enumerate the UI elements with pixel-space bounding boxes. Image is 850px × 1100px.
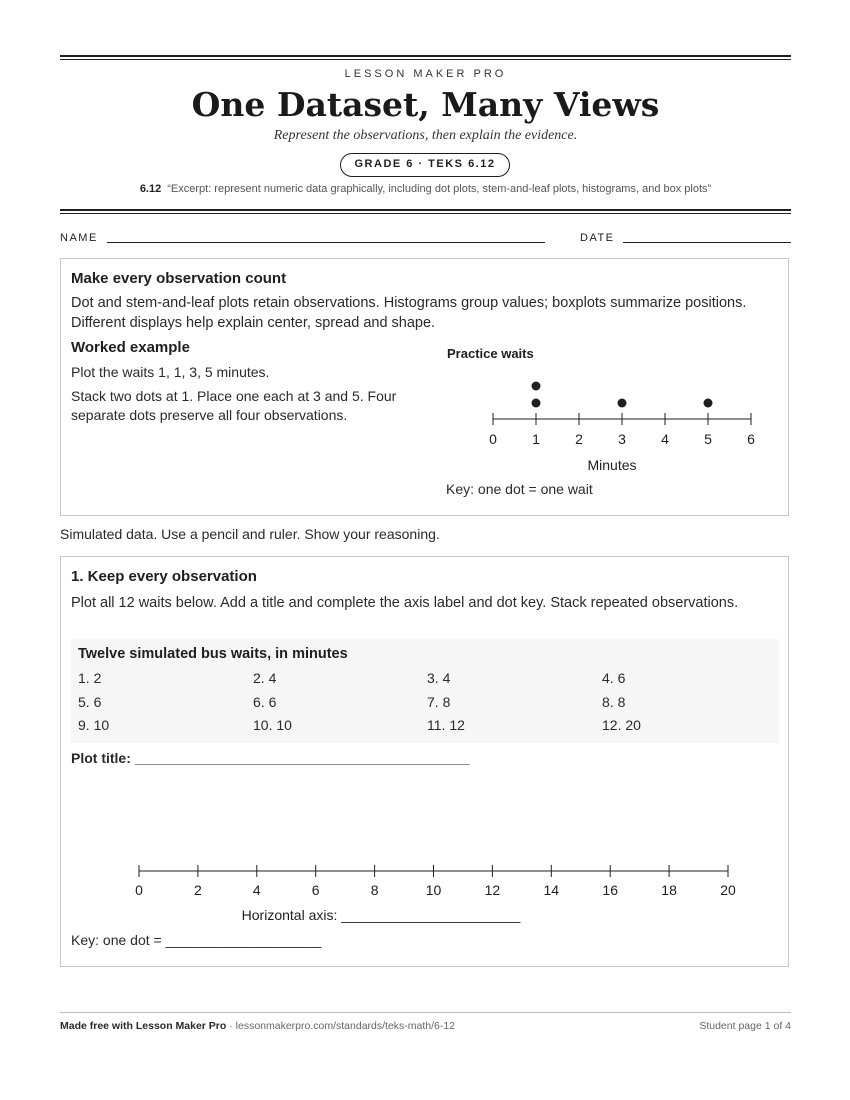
data-item: 11. 12 [427,717,465,733]
intro-text: Dot and stem-and-leaf plots retain observations. Histograms group values; boxplots summarize positions. Different displays help explain center, spread and shape. [71,295,747,331]
answer-tick-label: 2 [194,882,202,898]
intro-heading: Make every observation count [71,270,287,287]
data-dot [532,399,541,408]
x-tick-label: 0 [489,431,497,447]
answer-tick-label: 18 [661,882,677,898]
worked-example-step2: Stack two dots at 1. Place one each at 3 and 5. Four separate dots preserve all four observations. [71,388,397,423]
instructions: Simulated data. Use a pencil and ruler. Show your reasoning. [60,526,440,542]
data-dot [532,382,541,391]
name-label: NAME [60,232,98,244]
data-dot [618,399,627,408]
question1-heading: 1. Keep every observation [71,568,257,585]
data-item: 2. 4 [253,670,277,686]
data-table [71,639,779,743]
footer-url[interactable]: · lessonmakerpro.com/standards/teks-math/6-12 [226,1020,456,1032]
data-table-title: Twelve simulated bus waits, in minutes [78,646,348,662]
standard-excerpt [60,183,791,195]
worksheet-subtitle: Represent the observations, then explain the evidence. [273,128,578,143]
question1-panel [60,556,789,967]
data-item: 4. 6 [602,670,626,686]
answer-tick-label: 14 [543,882,560,898]
data-item: 3. 4 [427,670,451,686]
answer-tick-label: 4 [252,882,261,898]
standard-text: “Excerpt: represent numeric data graphically, including dot plots, stem-and-leaf plots, histograms, and box plots” [167,183,712,195]
worked-example-heading: Worked example [71,339,190,356]
data-item: 10. 10 [253,717,292,733]
footer-page-number: Student page 1 of 4 [699,1020,791,1032]
answer-tick-label: 20 [720,882,736,898]
worksheet-page [60,0,791,1100]
answer-tick-label: 10 [425,882,442,898]
date-label: DATE [580,232,615,244]
chart-title: Practice waits [447,346,534,361]
plot-title-blank[interactable]: Plot title: ___________________________________________ [71,750,470,766]
name-field-line[interactable] [107,242,545,243]
x-axis-label: Minutes [587,457,637,473]
data-item: 9. 10 [78,717,110,733]
practice-dot-plot [441,341,771,481]
date-field-line[interactable] [623,242,791,243]
data-item: 5. 6 [78,694,102,710]
answer-tick-label: 12 [484,882,501,898]
data-item: 8. 8 [602,694,626,710]
answer-tick-label: 0 [135,882,143,898]
x-tick-label: 5 [704,431,712,447]
footer-credit [60,1020,455,1032]
brand-name: LESSON MAKER PRO [344,68,507,80]
header-bottom-rule [60,209,791,214]
footer-made-with: Made free with Lesson Maker Pro [60,1020,227,1032]
grade-badge: GRADE 6 · TEKS 6.12 [340,153,510,177]
worksheet-title: One Dataset, Many Views [191,85,660,124]
x-tick-label: 3 [618,431,626,447]
footer-rule [60,1012,791,1013]
x-tick-label: 1 [532,431,540,447]
x-tick-label: 2 [575,431,583,447]
header-top-rule [60,55,791,60]
x-tick-label: 4 [661,431,669,447]
intro-panel [60,258,789,516]
answer-number-line[interactable] [61,857,790,927]
dot-key: Key: one dot = one wait [446,481,593,497]
answer-tick-label: 6 [311,882,320,898]
answer-tick-label: 8 [370,882,379,898]
answer-tick-label: 16 [602,882,618,898]
data-item: 6. 6 [253,694,277,710]
standard-code: 6.12 [139,183,162,195]
horizontal-axis-blank[interactable]: Horizontal axis: _______________________ [241,907,521,923]
data-dot [704,399,713,408]
data-item: 12. 20 [602,717,641,733]
worked-example-step1: Plot the waits 1, 1, 3, 5 minutes. [71,364,270,380]
data-item: 7. 8 [427,694,451,710]
question1-text: Plot all 12 waits below. Add a title and complete the axis label and dot key. Stack repeated observations. [71,595,739,611]
dot-key-blank[interactable]: Key: one dot = ____________________ [71,932,322,948]
x-tick-label: 6 [747,431,755,447]
data-item: 1. 2 [78,670,102,686]
